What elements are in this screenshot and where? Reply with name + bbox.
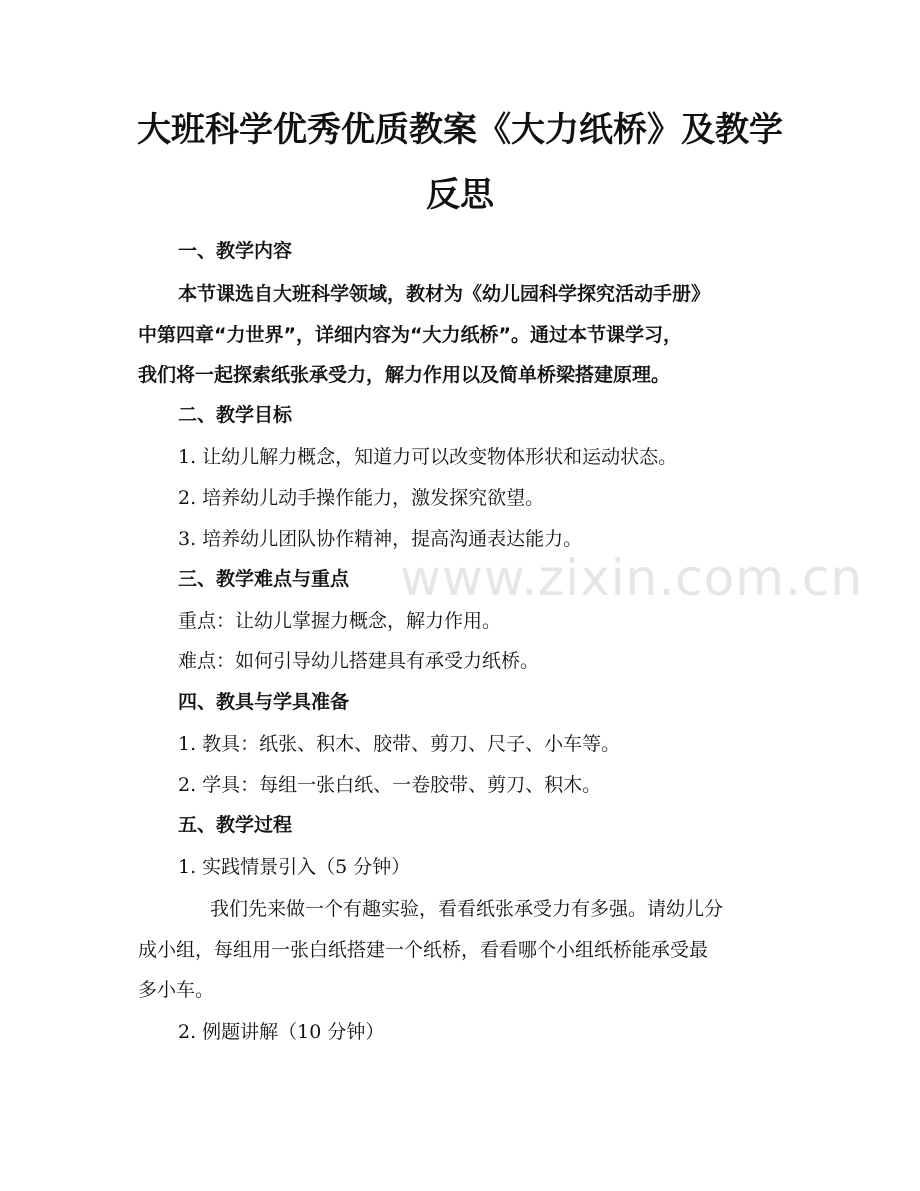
paragraph-line: 多小车。 [138,979,215,1001]
paragraph-line: 中第四章“力世界”，详细内容为“大力纸桥”。通过本节课学习， [138,324,682,346]
paragraph-line: 我们先来做一个有趣实验，看看纸张承受力有多强。请幼儿分 [210,898,724,920]
section-heading-teaching-content: 一、教学内容 [178,240,293,262]
list-item: 2. 培养幼儿动手操作能力，激发探究欲望。 [178,487,545,509]
document-title-line-1: 大班科学优秀优质教案《大力纸桥》及教学 [137,110,783,150]
list-item: 1. 让幼儿解力概念，知道力可以改变物体形状和运动状态。 [178,446,678,468]
list-item: 2. 学具：每组一张白纸、一卷胶带、剪刀、积木。 [178,774,602,796]
section-heading-teaching-process: 五、教学过程 [178,814,293,836]
paragraph-line: 成小组，每组用一张白纸搭建一个纸桥，看看哪个小组纸桥能承受最 [138,939,709,961]
process-step: 1. 实践情景引入（5 分钟） [178,856,411,878]
list-item: 重点：让幼儿掌握力概念，解力作用。 [178,610,502,632]
paragraph-line: 本节课选自大班科学领域，教材为《幼儿园科学探究活动手册》 [178,283,711,305]
list-item: 1. 教具：纸张、积木、胶带、剪刀、尺子、小车等。 [178,733,621,755]
section-heading-key-points: 三、教学难点与重点 [178,568,350,590]
section-heading-teaching-aids: 四、教具与学具准备 [178,691,350,713]
section-heading-teaching-goals: 二、教学目标 [178,404,293,426]
process-step: 2. 例题讲解（10 分钟） [178,1021,385,1043]
document-title-line-2: 反思 [426,175,494,215]
watermark: www.zixin.com.cn [400,549,864,607]
list-item: 难点：如何引导幼儿搭建具有承受力纸桥。 [178,650,540,672]
list-item: 3. 培养幼儿团队协作精神，提高沟通表达能力。 [178,528,583,550]
paragraph-line: 我们将一起探索纸张承受力，解力作用以及简单桥梁搭建原理。 [138,364,671,386]
